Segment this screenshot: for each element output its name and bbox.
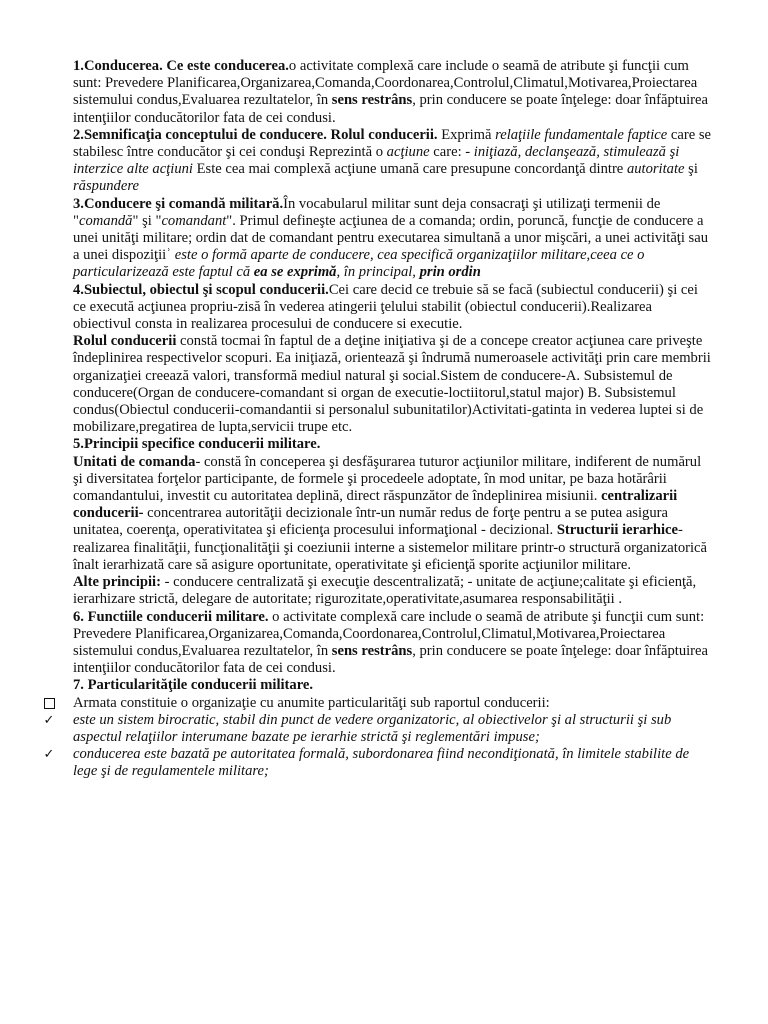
text-run: Rolul conducerii — [73, 333, 177, 350]
text-run: este o formă aparte de conducere, cea specifică organizaţiilor militare,ceea ce o particularizează este faptul că — [73, 247, 645, 281]
text-run: 6. Functiile conducerii militare. — [73, 608, 269, 625]
text-run: 7. Particularităţile conducerii militare. — [73, 677, 314, 694]
text-run: care se stabilesc între conducător şi cei conduşi Reprezintă o — [73, 126, 711, 161]
text-run: iniţiază, declanşează, stimulează şi interzice alte acţiuni — [73, 144, 680, 178]
text-run: conducerea este bazată pe autoritatea formală, subordonarea fiind necondiţionată, în limitele stabilite de lege şi de regulamentele militare; — [73, 746, 690, 780]
text-run: relaţiile fundamentale faptice — [495, 126, 668, 143]
paragraph — [73, 454, 713, 574]
text-run: constă tocmai în faptul de a deţine iniţiativa şi de a concepe creator acţiunea care priveşte îndeplinirea respectivelor scopuri. Ea iniţiază, orientează şi îndrumă numeroasele activităţi prin care membrii organizaţiei creează valori, transformă mediul natural şi social.Sistem de conducere-A. Subsistemul de conducere(Organ de conducere-comandant si organ de executie-loctiitorul,statul major) B. Subsistemul condus(Obiectul conducerii-comandantii si personalul subunitatilor)Activitati-gatinta in vederea luptei si de mobilizare,pregatirea de lupta,servicii trupe etc. — [73, 333, 711, 436]
paragraph — [73, 333, 713, 436]
text-run: - constă în conceperea şi desfăşurarea tuturor acţiunilor militare, indiferent de numărul şi diversitatea forţelor participante, de formele şi procedeele adoptate, în mod unitar, pe baza hotărârii comandantului, investit cu autoritatea deplină, direct răspunzător de îndeplinirea misiunii. — [73, 453, 702, 505]
text-run: 1.Conducerea. Ce este conducerea. — [73, 58, 289, 74]
text-run: Armata constituie o organizaţie cu anumite particularităţi sub raportul conducerii: — [73, 694, 550, 711]
text-run: Alte principii: — [73, 574, 161, 591]
paragraph — [73, 196, 713, 282]
paragraph — [73, 58, 713, 127]
text-run: " şi " — [132, 212, 162, 229]
text-run: Unitati de comanda — [73, 453, 196, 470]
text-run: , prin conducere se poate înţelege: doar înfăptuirea intenţiilor conducătorilor fata de cei condusi. — [73, 642, 708, 677]
text-run: autoritate — [626, 161, 685, 178]
text-run: , în principal, — [336, 264, 420, 281]
text-run: o activitate complexă care include o seamă de atribute şi funcţii cum sunt: Prevedere Planificarea,Organizarea,Comanda,Coordonarea,Controlul,Climatul,Motivarea,Proiectarea sistemului condus,Evaluarea rezultatelor, în — [73, 58, 698, 109]
text-run: prin ordin — [419, 264, 481, 281]
paragraph — [73, 282, 713, 334]
text-run: , prin conducere se poate înţelege: doar înfăptuirea intenţiilor conducătorilor fata de cei condusi. — [73, 92, 708, 126]
list-item — [73, 695, 713, 712]
text-run: - conducere centralizată şi execuţie descentralizată; - unitate de acţiune;calitate şi eficienţă, ierarhizare strictă, delegare de autoritate; rigurozitate,operativitate,asumarea responsabilităţii . — [73, 574, 697, 608]
text-run: şi — [684, 161, 698, 178]
checkmark-icon: ✓ — [43, 747, 55, 763]
text-run: ea se exprimă — [253, 264, 337, 281]
paragraph — [73, 574, 713, 608]
document-page — [43, 58, 713, 781]
text-run: ʾ — [166, 247, 172, 264]
text-run: În vocabularul militar sunt deja consacraţi şi utilizaţi termenii de " — [73, 195, 661, 229]
text-run: este un sistem birocratic, stabil din punct de vedere organizatoric, al obiectivelor şi al structurii şi sub aspectul relaţiilor interumane bazate pe ierarhie strictă şi reglementări impuse; — [73, 711, 672, 745]
text-run: 5.Principii specifice conducerii militare. — [73, 436, 321, 453]
text-run: concentrarea autorităţii decizionale într-un număr redus de forţe pentru a se putea asigura unitatea, coerenţa, operativitatea şi eficienţa procesului informaţional - decizional. — [73, 505, 668, 539]
text-run: o activitate complexă care include o seamă de atribute şi funcţii cum sunt: Prevedere Planificarea,Organizarea,Comanda,Coordonarea,Controlul,Climatul,Motivarea,Proiectarea sistemului condus,Evaluarea rezultatelor, în — [73, 608, 705, 659]
paragraph — [73, 609, 713, 678]
text-run: - realizarea finalităţii, funcţionalităţii şi coeziunii interne a sistemelor militare printr-o structură organizatorică înalt ierarhizată care să asigure oportunitate, operativitate şi eficienţă sporite acţiunilor militare. — [73, 522, 708, 573]
text-run: Este cea mai complexă acţiune umană care presupune concordanţă dintre — [192, 161, 627, 178]
text-run: Cei care decid ce trebuie să se facă (subiectul conducerii) şi cei ce execută acţiunea propriu-zisă în vederea atingerii ţelului stabilit (obiectul conducerii).Realizarea obiectivul consta in realizarea procesului de conducere si executie. — [73, 281, 698, 333]
text-run: 4.Subiectul, obiectul şi scopul conducerii. — [73, 281, 329, 298]
text-run: comandant — [161, 212, 227, 229]
text-run: răspundere — [73, 178, 139, 195]
text-run: 3.Conducere şi comandă militară. — [73, 195, 284, 212]
paragraph — [73, 127, 713, 196]
particularities-list — [43, 694, 713, 781]
square-outline-icon — [44, 698, 55, 709]
text-run: 2.Semnificaţia conceptului de conducere. Rolul conducerii. — [73, 126, 438, 143]
text-run: care: - — [429, 144, 474, 161]
text-run: sens restrâns — [331, 92, 413, 109]
text-run: Exprimă — [437, 126, 496, 143]
text-run: ". Primul defineşte acţiunea de a comanda; ordin, poruncă, funcţie de conducere a unei unităţi militare; ordin dat de comandant pentru executarea simultană a unor mişcări, a unei activităţi sau a unei dispoziţii — [73, 212, 709, 264]
checkmark-icon: ✓ — [43, 712, 55, 728]
text-run: Structurii ierarhice — [556, 522, 678, 539]
text-run: sens restrâns — [331, 642, 413, 659]
text-run: centralizarii conducerii- — [73, 488, 678, 522]
document-body — [73, 58, 713, 695]
text-run: acţiune — [386, 144, 430, 161]
list-item — [43, 746, 713, 780]
paragraph — [73, 436, 713, 453]
text-run: comandă — [78, 212, 133, 229]
list-item — [43, 711, 713, 746]
paragraph — [73, 677, 713, 694]
